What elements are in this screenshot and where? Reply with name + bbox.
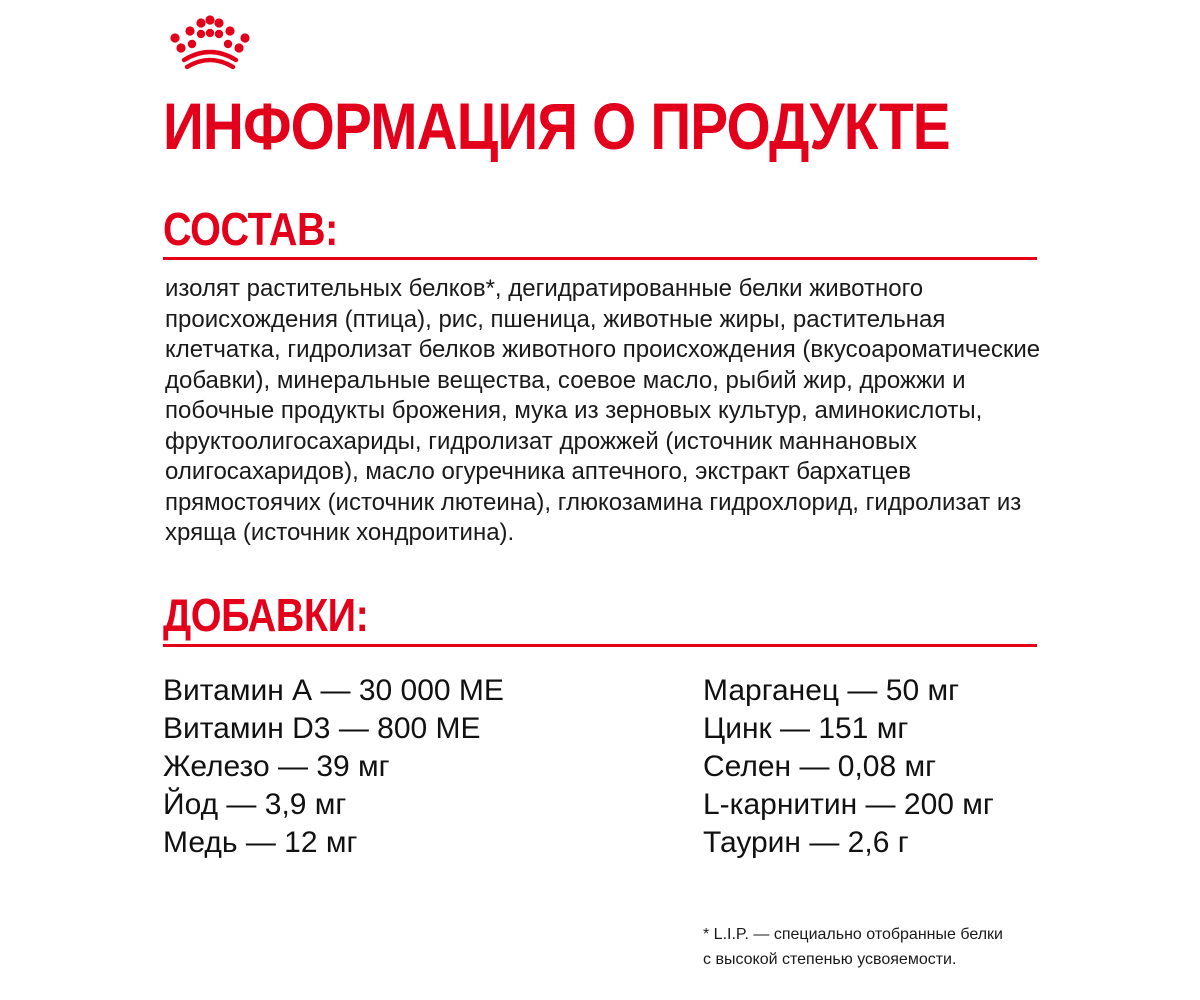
additive-item: Таурин — 2,6 г: [703, 826, 909, 859]
page-title: ИНФОРМАЦИЯ О ПРОДУКТЕ: [163, 89, 950, 163]
additive-item: Витамин А — 30 000 МЕ: [163, 674, 504, 707]
composition-text: изолят растительных белков*, дегидратированные белки животного происхождения (птица), рис, пшеница, животные жиры, растительная клетчатка, гидролизат белков животного происхождения (вкусоароматические добавки), минеральные вещества, соевое масло, рыбий жир, дрожжи и побочные продукты брожения, мука из зерновых культур, аминокислоты, фруктоолигосахариды, гидролизат дрожжей (источник маннановых олигосахаридов), масло огуречника аптечного, экстракт бархатцев прямостоячих (источник лютеина), глюкозамина гидрохлорид, гидролизат из хряща (источник хондроитина).: [165, 275, 1041, 546]
additive-item: Селен — 0,08 мг: [703, 750, 937, 783]
additive-item: Железо — 39 мг: [163, 750, 390, 783]
composition-heading: СОСТАВ:: [163, 203, 338, 255]
additives-list-left: [163, 672, 504, 862]
additives-list-right: [703, 672, 994, 862]
additive-item: Цинк — 151 мг: [703, 712, 909, 745]
additives-divider: [163, 644, 1037, 647]
footnote: [703, 922, 1003, 972]
additives-heading: ДОБАВКИ:: [163, 589, 369, 641]
additive-item: Марганец — 50 мг: [703, 674, 960, 707]
additive-item: Витамин D3 — 800 МЕ: [163, 712, 481, 745]
additive-item: L-карнитин — 200 мг: [703, 788, 994, 821]
additive-item: Йод — 3,9 мг: [163, 788, 347, 821]
additive-item: Медь — 12 мг: [163, 826, 358, 859]
composition-divider: [163, 257, 1037, 260]
footnote-line: * L.I.P. — специально отобранные белки: [703, 926, 1003, 943]
footnote-line: с высокой степенью усвояемости.: [703, 951, 957, 968]
royal-canin-crown-icon: [166, 14, 254, 72]
